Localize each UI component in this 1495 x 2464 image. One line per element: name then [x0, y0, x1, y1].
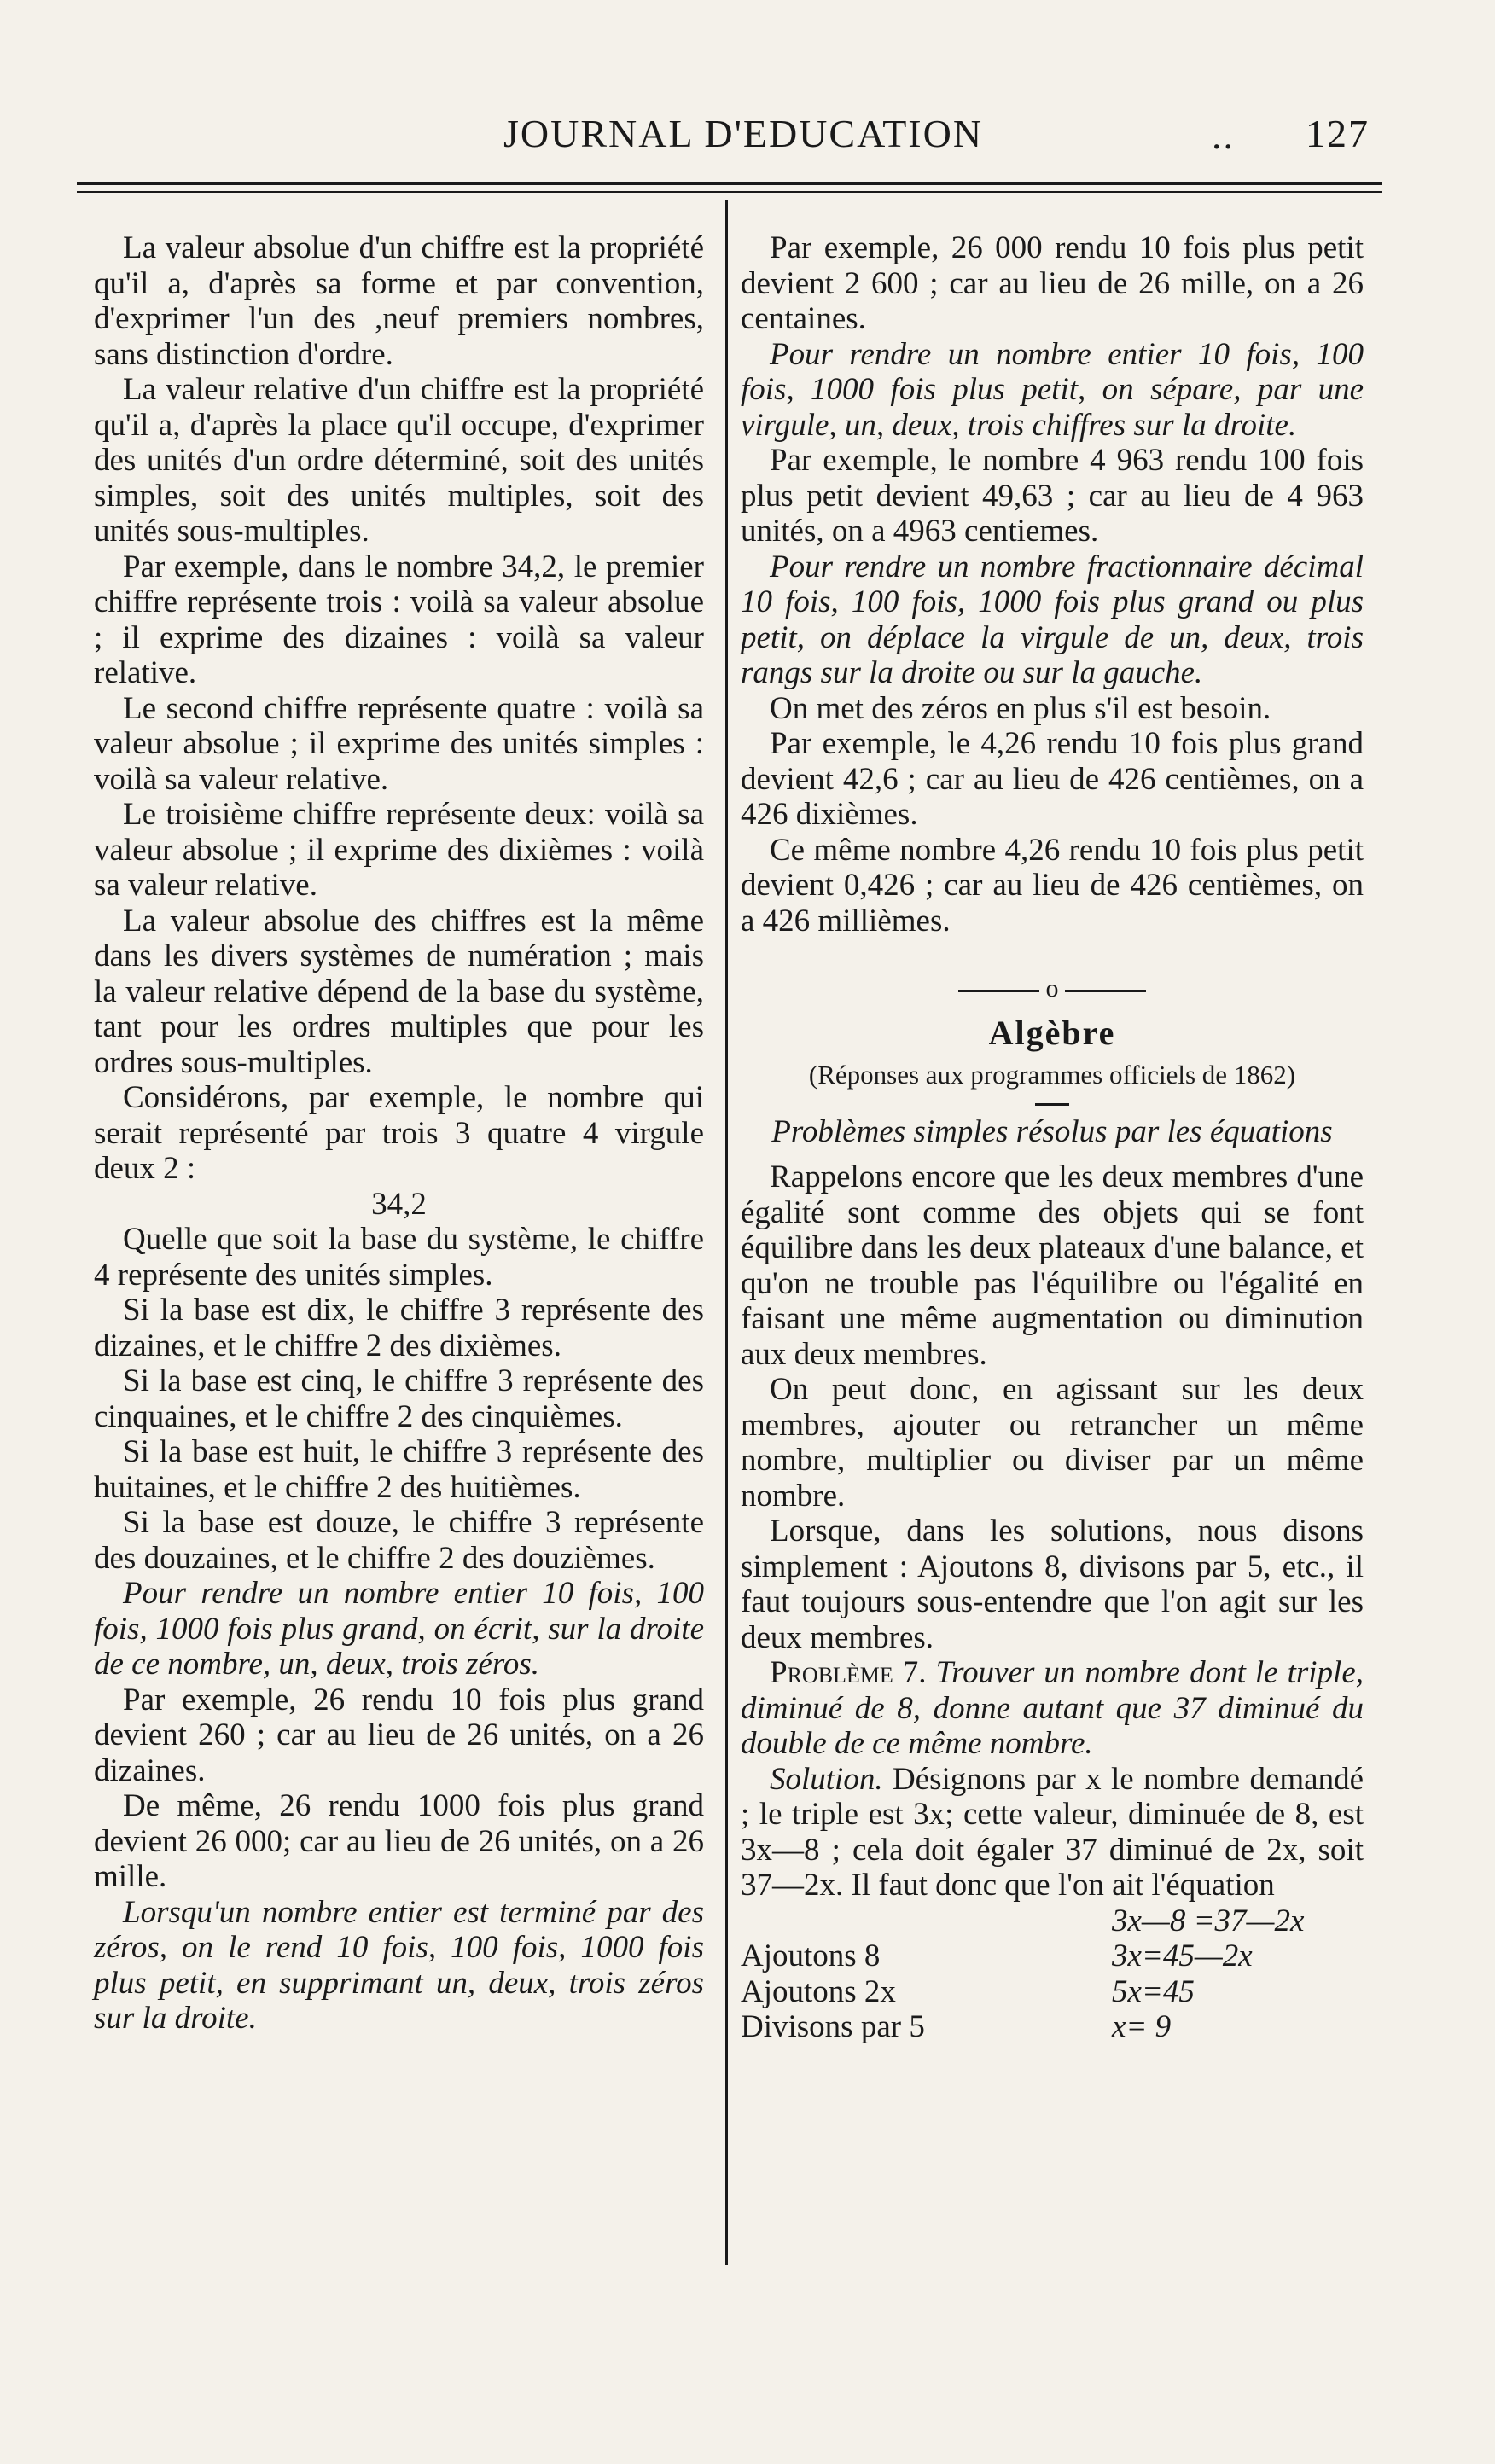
equation-step-label: Ajoutons 8 — [741, 1938, 881, 1973]
separator-ornament: o — [1045, 974, 1059, 1002]
separator-line — [1065, 990, 1146, 992]
page-header — [77, 102, 1382, 171]
section-title: Algèbre — [988, 1013, 1116, 1052]
solution-text: Désignons par x le nombre demandé ; le triple est 3x; cette valeur, diminuée de 8, est 3x—8 ; cela doit égaler 37 diminué de 2x, soit 37—2x. Il faut donc que l'on ait l'équation — [741, 1761, 1364, 1903]
paragraph: Par exemple, le nombre 4 963 rendu 100 fois plus petit devient 49,63 ; car au lieu de 4 963 unités, on a 4963 centiemes. — [741, 443, 1364, 549]
paragraph: La valeur absolue des chiffres est la même dans les divers systèmes de numération ; mais la valeur relative dépend de la base du système, tant pour les ordres multiples que pour les ordres sous-multiples. — [94, 903, 704, 1080]
solution-label: Solution. — [770, 1761, 883, 1797]
paragraph: Ce même nombre 4,26 rendu 10 fois plus petit devient 0,426 ; car au lieu de 426 centièmes, on a 426 millièmes. — [741, 832, 1364, 939]
running-title: JOURNAL D'EDUCATION — [503, 112, 984, 155]
paragraph: Pour rendre un nombre fractionnaire décimal 10 fois, 100 fois, 1000 fois plus grand ou plus petit, on déplace la virgule de un, deux, trois rangs sur la droite ou sur la gauche. — [741, 549, 1364, 690]
equation: 3x—8 =37—2x — [1112, 1903, 1305, 1938]
paragraph: Pour rendre un nombre entier 10 fois, 100 fois, 1000 fois plus grand, on écrit, sur la droite de ce nombre, un, deux, trois zéros. — [94, 1576, 704, 1682]
paragraph: On met des zéros en plus s'il est besoin. — [770, 690, 1271, 726]
section-heading: Problèmes simples résolus par les équations — [771, 1113, 1333, 1149]
header-dots: .. — [1212, 113, 1235, 157]
problem-text: Trouver un nombre dont le triple, diminué de 8, donne autant que 37 diminué du double de ce même nombre. — [741, 1655, 1364, 1761]
equation-row — [741, 2009, 1364, 2045]
equation-row — [741, 1903, 1364, 1939]
equation-block — [741, 1903, 1364, 2045]
header-rule-thick — [77, 182, 1382, 185]
section-separator — [741, 971, 1364, 1007]
equation: 5x=45 — [1112, 1973, 1195, 2009]
paragraph: Lorsque, dans les solutions, nous disons simplement : Ajoutons 8, divisons par 5, etc., il faut toujours sous-entendre que l'on agit sur les deux membres. — [741, 1514, 1364, 1655]
paragraph: Rappelons encore que les deux membres d'une égalité sont comme des objets qui se font équilibre dans les deux plateaux d'une balance, et qu'on ne trouble pas l'équilibre ou l'égalité en faisant une même augmentation ou diminution aux deux membres. — [741, 1159, 1364, 1372]
section-subtitle: (Réponses aux programmes officiels de 1862) — [808, 1060, 1296, 1090]
equation-step-label: Ajoutons 2x — [741, 1973, 896, 2009]
paragraph: Pour rendre un nombre entier 10 fois, 100 fois, 1000 fois plus petit, on sépare, par une virgule, un, deux, trois chiffres sur la droite. — [741, 336, 1364, 443]
paragraph: Si la base est douze, le chiffre 3 représente des douzaines, et le chiffre 2 des douzièmes. — [94, 1505, 704, 1576]
header-rule-thin — [77, 191, 1382, 193]
right-column — [741, 230, 1364, 2045]
paragraph: Le troisième chiffre représente deux: voilà sa valeur absolue ; il exprime des dixièmes : voilà sa valeur relative. — [94, 797, 704, 903]
paragraph: Le second chiffre représente quatre : voilà sa valeur absolue ; il exprime des unités simples : voilà sa valeur relative. — [94, 690, 704, 797]
paragraph: Par exemple, le 4,26 rendu 10 fois plus grand devient 42,6 ; car au lieu de 426 centièmes, on a 426 dixièmes. — [741, 726, 1364, 832]
equation-step-label: Divisons par 5 — [741, 2009, 925, 2044]
example-number: 34,2 — [371, 1186, 427, 1222]
paragraph: Par exemple, 26 000 rendu 10 fois plus petit devient 2 600 ; car au lieu de 26 mille, on a 26 centaines. — [741, 230, 1364, 336]
equation-step-label — [741, 1903, 1048, 1939]
separator-line — [958, 990, 1039, 992]
paragraph: Par exemple, dans le nombre 34,2, le premier chiffre représente trois : voilà sa valeur absolue ; il exprime des dizaines : voilà sa valeur relative. — [94, 549, 704, 690]
paragraph: Quelle que soit la base du système, le chiffre 4 représente des unités simples. — [94, 1222, 704, 1293]
paragraph: La valeur relative d'un chiffre est la propriété qu'il a, d'après la place qu'il occupe, d'exprimer des unités d'un ordre déterminé, soit des unités simples, soit des unités multiples, soit des unités sous-multiples. — [94, 372, 704, 549]
paragraph: Si la base est huit, le chiffre 3 représente des huitaines, et le chiffre 2 des huitièmes. — [94, 1434, 704, 1505]
left-column — [94, 230, 704, 2037]
solution-paragraph — [741, 1762, 1364, 1903]
paragraph: Par exemple, 26 rendu 10 fois plus grand devient 260 ; car au lieu de 26 unités, on a 26 dizaines. — [94, 1682, 704, 1788]
equation: 3x=45—2x — [1112, 1938, 1253, 1973]
paragraph: La valeur absolue d'un chiffre est la propriété qu'il a, d'après sa forme et par convention, d'exprimer l'un des ,neuf premiers nombres, sans distinction d'ordre. — [94, 230, 704, 372]
equation-row — [741, 1938, 1364, 1974]
problem-paragraph — [741, 1655, 1364, 1762]
paragraph: De même, 26 rendu 1000 fois plus grand devient 26 000; car au lieu de 26 unités, on a 26 mille. — [94, 1788, 704, 1894]
paragraph: Lorsqu'un nombre entier est terminé par des zéros, on le rend 10 fois, 100 fois, 1000 fois plus petit, en supprimant un, deux, trois zéros sur la droite. — [94, 1894, 704, 2036]
short-rule — [1035, 1103, 1069, 1106]
paragraph: Si la base est cinq, le chiffre 3 représente des cinquaines, et le chiffre 2 des cinquièmes. — [94, 1363, 704, 1434]
equation-row — [741, 1974, 1364, 2010]
paragraph: Considérons, par exemple, le nombre qui serait représenté par trois 3 quatre 4 virgule deux 2 : — [94, 1080, 704, 1186]
problem-label: Problème 7. — [770, 1655, 927, 1690]
column-divider — [725, 200, 728, 2265]
page-number: 127 — [1306, 112, 1370, 155]
paragraph: Si la base est dix, le chiffre 3 représente des dizaines, et le chiffre 2 des dixièmes. — [94, 1293, 704, 1363]
equation: x= 9 — [1112, 2009, 1172, 2044]
paragraph: On peut donc, en agissant sur les deux membres, ajouter ou retrancher un même nombre, multiplier ou diviser par un même nombre. — [741, 1372, 1364, 1514]
